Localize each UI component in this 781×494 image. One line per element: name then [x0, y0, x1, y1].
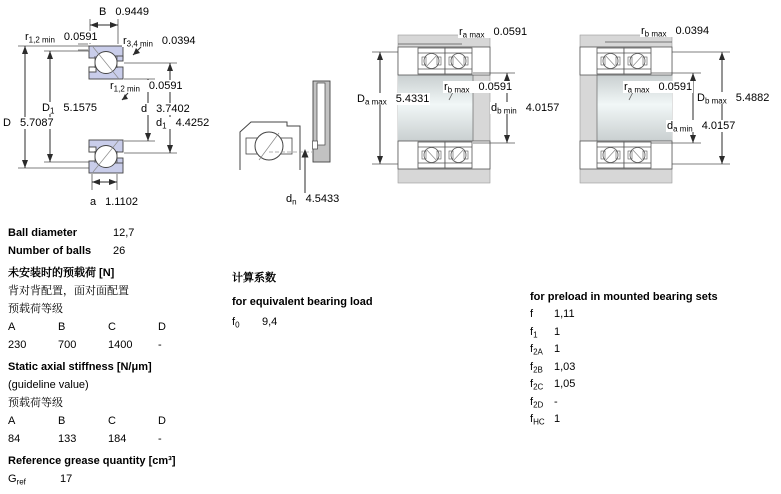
grease-row	[8, 470, 228, 488]
preload-factors-block	[530, 288, 780, 429]
f0-value: 9,4	[262, 316, 278, 328]
dim-d-outer: D 5.7087	[3, 117, 54, 129]
mounting-drawing-right	[575, 22, 781, 192]
f0-row	[232, 312, 482, 332]
preload-class-header: A B C D	[8, 321, 166, 333]
calc-heading-cn: 计算系数	[232, 272, 276, 284]
dim-a: a 1.1102	[90, 196, 138, 208]
dim-ra-max-left: $r_{a max}$ 0.0591	[459, 26, 528, 40]
factor-row: $f_{HC}$ 1	[530, 413, 561, 427]
factor-row: f 1,11	[530, 308, 575, 320]
dim-r34: $r_{3,4 min}$ 0.0394	[123, 35, 196, 49]
stiffness-class-header: A B C D	[8, 415, 166, 427]
dim-dn: $d_n$ 4.5433	[286, 193, 340, 207]
grease-heading: Reference grease quantity [cm³]	[8, 455, 176, 467]
grease-value: 17	[60, 473, 73, 485]
dim-db-max-housing: $D_{b max}$ 5.4882	[697, 92, 770, 106]
dim-da-max-housing: $D_{a max}$ 5.4331	[357, 93, 430, 107]
factor-row: $f_{2A}$ 1	[530, 343, 561, 357]
number-of-balls-value: 26	[113, 245, 126, 257]
preload-values-row: 230 700 1400 -	[8, 339, 162, 351]
stiffness-class-label: 预载荷等级	[8, 397, 63, 409]
specifications-table	[8, 224, 228, 488]
grease-symbol: $G_{ref}$	[8, 473, 26, 487]
factor-row: $f_1$ 1	[530, 325, 561, 339]
number-of-balls-label: Number of balls	[8, 245, 92, 257]
equivalent-load-heading: for equivalent bearing load	[232, 296, 373, 308]
stiffness-heading: Static axial stiffness [N/μm]	[8, 361, 152, 373]
factor-row: $f_{2B}$ 1,03	[530, 360, 576, 374]
calculation-factors-block	[232, 264, 482, 332]
f0-symbol: $f_0$	[232, 316, 240, 330]
factor-row: $f_{2C}$ 1,05	[530, 378, 576, 392]
preload-factors-heading: for preload in mounted bearing sets	[530, 291, 718, 303]
stiffness-values-row: 84 133 184 -	[8, 433, 162, 445]
number-of-balls-row	[8, 242, 228, 260]
preload-arrangement: 背对背配置，面对面配置	[8, 285, 129, 297]
dim-r12-top: $r_{1,2 min}$ 0.0591	[25, 31, 98, 45]
dim-width-b: B 0.9449	[99, 6, 149, 18]
dim-rb-max-left: $r_{b max}$ 0.0591	[444, 81, 513, 95]
ball-diameter-row	[8, 224, 228, 242]
dim-r12-mid: $r_{1,2 min}$ 0.0591	[110, 80, 183, 94]
ball-diameter-value: 12,7	[113, 227, 135, 239]
dim-rb-max-right: $r_{b max}$ 0.0394	[641, 25, 710, 39]
dim-d-bore: d 3.7402	[141, 103, 190, 115]
dim-ra-max-right: $r_{a max}$ 0.0591	[624, 81, 693, 95]
dim-d1-outer: $D_1$ 5.1575	[42, 102, 98, 116]
factor-row: $f_{2D}$ -	[530, 395, 558, 409]
dim-d1-inner: $d_1$ 4.4252	[156, 117, 210, 131]
dim-da-min: $d_{a min}$ 4.0157	[667, 120, 736, 134]
ball-diameter-label: Ball diameter	[8, 227, 78, 239]
preload-heading: 未安装时的预载荷 [N]	[8, 267, 115, 279]
dim-db-min: $d_{b min}$ 4.0157	[491, 102, 560, 116]
preload-class-label: 预载荷等级	[8, 303, 63, 315]
stiffness-note: (guideline value)	[8, 379, 89, 391]
